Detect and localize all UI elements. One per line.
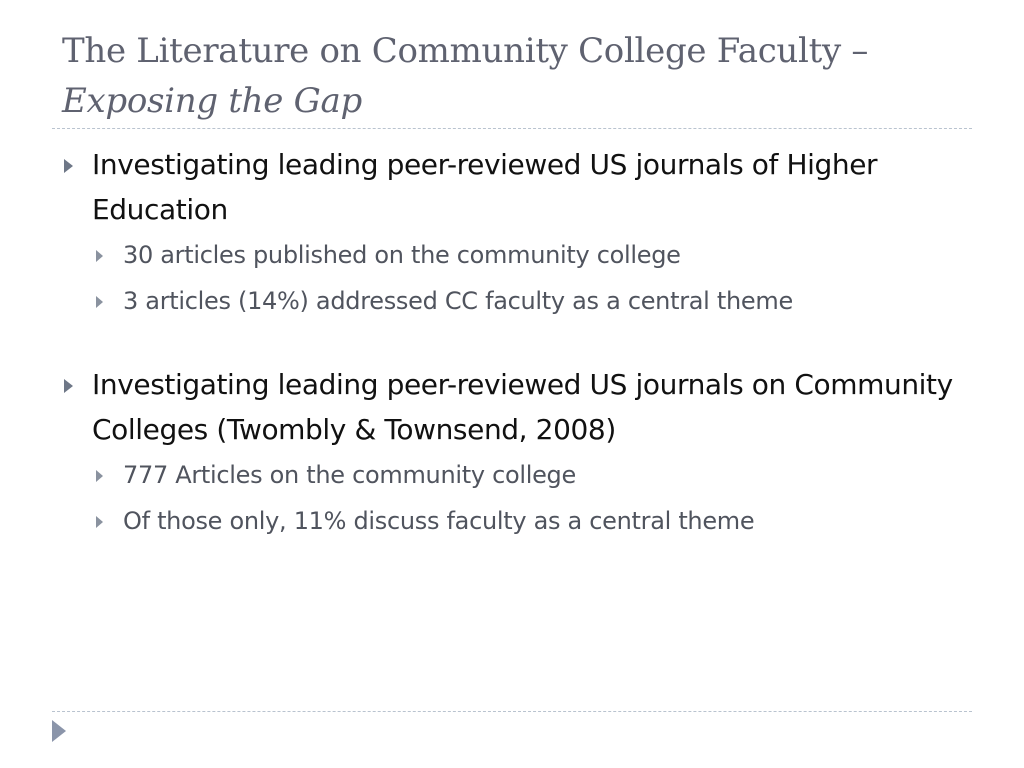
bullet-item xyxy=(62,142,962,232)
sub-bullet-item xyxy=(62,278,962,324)
sub-bullet-item xyxy=(62,232,962,278)
slide-title xyxy=(62,26,982,126)
bullet-group xyxy=(62,142,962,324)
bullet-group xyxy=(62,362,962,544)
bullet-item xyxy=(62,362,962,452)
bullet-arrow-icon xyxy=(64,159,73,173)
sub-bullet-text: Of those only, 11% discuss faculty as a central theme xyxy=(123,507,755,535)
bullet-text: Investigating leading peer-reviewed US journals on Community Colleges (Twombly & Townsend, 2008) xyxy=(92,368,953,446)
title-main: The Literature on Community College Faculty – xyxy=(62,31,869,71)
sub-bullet-arrow-icon xyxy=(96,470,103,482)
title-emphasis: Exposing the Gap xyxy=(62,81,362,121)
slide-content xyxy=(62,142,962,544)
footer-divider xyxy=(52,711,972,712)
sub-bullet-text: 3 articles (14%) addressed CC faculty as a central theme xyxy=(123,287,793,315)
bullet-arrow-icon xyxy=(64,379,73,393)
sub-bullet-arrow-icon xyxy=(96,516,103,528)
sub-bullet-item xyxy=(62,498,962,544)
sub-bullet-arrow-icon xyxy=(96,250,103,262)
sub-bullet-item xyxy=(62,452,962,498)
title-divider xyxy=(52,128,972,129)
sub-bullet-text: 30 articles published on the community college xyxy=(123,241,681,269)
sub-bullet-text: 777 Articles on the community college xyxy=(123,461,576,489)
bullet-text: Investigating leading peer-reviewed US journals of Higher Education xyxy=(92,148,878,226)
footer-triangle-icon xyxy=(52,720,66,742)
sub-bullet-arrow-icon xyxy=(96,296,103,308)
